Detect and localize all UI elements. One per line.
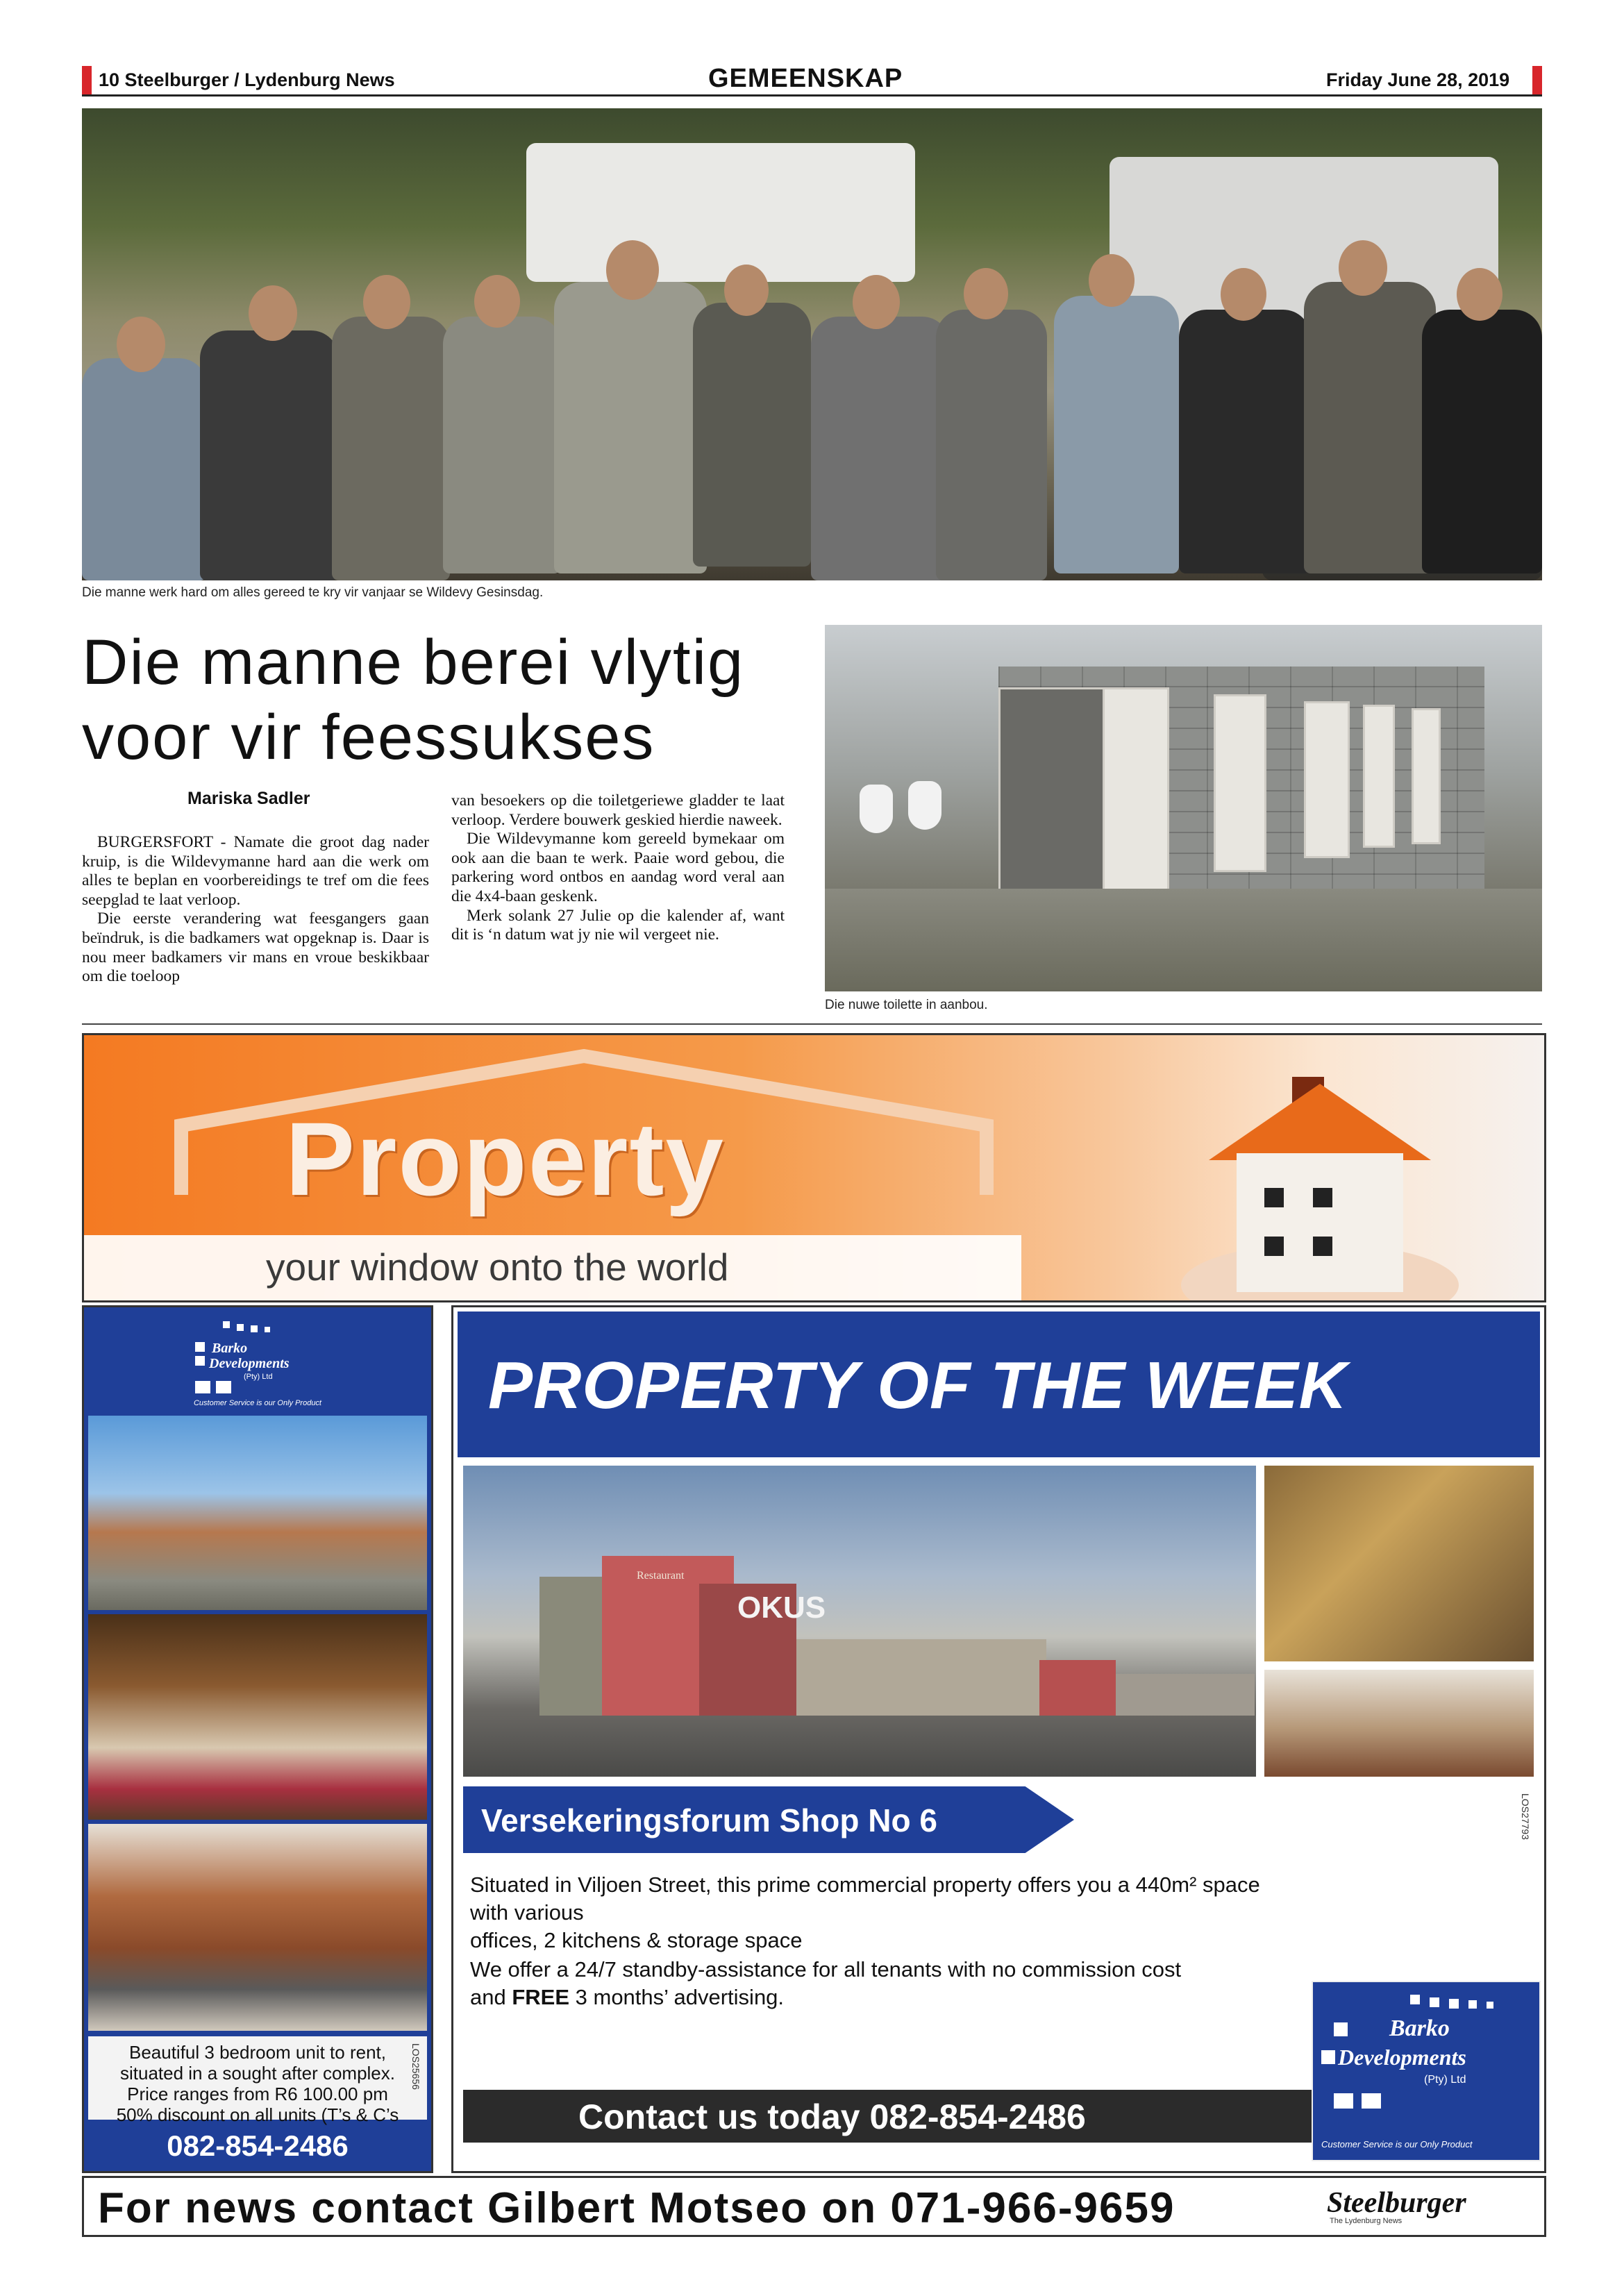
description-line: and FREE 3 months’ advertising. xyxy=(470,1985,785,2009)
contact-text: Contact us today 082-854-2486 xyxy=(578,2097,1086,2136)
header-rule xyxy=(82,94,1542,97)
person-head xyxy=(1339,240,1387,296)
logo-text: (Pty) Ltd xyxy=(1424,2074,1466,2086)
door xyxy=(1103,687,1169,900)
logo-text: Barko xyxy=(212,1341,248,1356)
logo-text: (Pty) Ltd xyxy=(244,1373,273,1381)
bedroom-photo xyxy=(88,1614,427,1820)
banner-title: Property xyxy=(285,1100,725,1217)
door xyxy=(1363,705,1395,848)
barko-logo xyxy=(195,1321,320,1405)
article-byline: Mariska Sadler xyxy=(187,789,310,808)
person xyxy=(1179,310,1311,573)
logo-text: Steelburger xyxy=(1327,2187,1466,2219)
building-photo xyxy=(463,1466,1256,1777)
person xyxy=(200,330,339,580)
property-of-the-week-ad xyxy=(451,1305,1546,2173)
door xyxy=(1214,694,1266,872)
description-line: situated in a sought after complex. xyxy=(119,2063,395,2084)
restaurant-sign: Restaurant xyxy=(637,1570,685,1582)
free-emphasis: FREE xyxy=(512,1985,570,2009)
bakkie-left xyxy=(526,143,915,282)
person-head xyxy=(117,317,165,372)
description-line: Situated in Viljoen Street, this prime commercial property offers you a 440m² space with various xyxy=(470,1872,1260,1925)
paragraph: Merk solank 27 Julie op die kalender af, want dit is ‘n datum wat jy nie wil vergeet nie. xyxy=(451,906,785,944)
person xyxy=(554,282,707,573)
person-head xyxy=(964,268,1008,319)
footer-contact: For news contact Gilbert Motseo on 071-966-9659 xyxy=(98,2184,1175,2232)
person-head xyxy=(606,240,659,300)
okus-sign: OKUS xyxy=(737,1591,826,1625)
group-photo-caption: Die manne werk hard om alles gereed te kry vir vanjaar se Wildevy Gesinsdag. xyxy=(82,585,544,600)
logo-tagline: Customer Service is our Only Product xyxy=(1321,2139,1473,2150)
article-column-2 xyxy=(451,791,785,945)
barko-rental-ad xyxy=(82,1305,433,2173)
paragraph: Die eerste verandering wat feesgangers gaan beïndruk, is die badkamers wat opgeknap is. Daar is nou meer badkamers vir mans en vroue beskikbaar om die toeloop xyxy=(82,910,429,986)
person xyxy=(936,310,1047,580)
description-line: Beautiful 3 bedroom unit to rent, xyxy=(128,2042,386,2063)
header-publication: 10 Steelburger / Lydenburg News xyxy=(99,69,395,90)
potw-title: PROPERTY OF THE WEEK xyxy=(488,1348,1348,1423)
urinal xyxy=(860,785,893,833)
description-line: We offer a 24/7 standby-assistance for all tenants with no commission cost xyxy=(470,1957,1182,1981)
person xyxy=(332,317,450,580)
interior-office-photo xyxy=(1264,1670,1534,1777)
logo-text: Developments xyxy=(209,1356,290,1371)
description-line: 50% discount on all units (T’s & C’s xyxy=(116,2104,399,2125)
header-section: GEMEENSKAP xyxy=(708,64,903,93)
complex-exterior-photo xyxy=(88,1416,427,1610)
paving xyxy=(825,889,1542,991)
door xyxy=(1304,701,1350,858)
headline-line-2: voor vir feessukses xyxy=(82,702,655,773)
description-line: offices, 2 kitchens & storage space xyxy=(470,1928,803,1952)
logo-text: Barko xyxy=(1389,2016,1450,2041)
person xyxy=(693,303,811,567)
door xyxy=(1412,708,1441,844)
barko-logo xyxy=(1312,1981,1541,2161)
property-description xyxy=(470,1871,1303,1954)
person xyxy=(1422,310,1542,573)
ad-code: LOS25656 xyxy=(410,2043,421,2090)
article-headline xyxy=(82,625,818,775)
header-accent-left xyxy=(82,66,92,95)
person xyxy=(811,317,950,580)
footer-bar xyxy=(82,2176,1546,2237)
steelburger-logo xyxy=(1327,2186,1528,2227)
paragraph: van besoekers op die toiletgeriewe gladder te laat verloop. Verdere bouwerk geskied hierdie naweek. xyxy=(451,791,785,829)
paragraph: BURGERSFORT - Namate die groot dag nader kruip, is die Wildevymanne hard aan die werk om alles te beplan en voorbereidings te tref om die fees seepglad te laat verloop. xyxy=(82,833,429,909)
person xyxy=(443,317,561,573)
person-head xyxy=(1089,254,1135,307)
interior-kitchen-photo xyxy=(1264,1466,1534,1661)
toilet-photo xyxy=(825,625,1542,991)
logo-subtext: The Lydenburg News xyxy=(1330,2217,1403,2225)
person-head xyxy=(1221,268,1266,321)
person-head xyxy=(1457,268,1502,321)
ad-code: LOS27793 xyxy=(1520,1793,1531,1840)
person xyxy=(82,358,207,580)
rental-phone: 082-854-2486 xyxy=(167,2129,349,2162)
shop-label: Versekeringsforum Shop No 6 xyxy=(481,1802,937,1838)
person-head xyxy=(724,265,769,316)
person-head xyxy=(363,275,410,329)
header-date: Friday June 28, 2019 xyxy=(1326,69,1510,90)
rental-description xyxy=(88,2036,427,2125)
article-column-1 xyxy=(82,833,429,987)
toy-house-icon xyxy=(1174,1056,1466,1300)
toilet-photo-caption: Die nuwe toilette in aanbou. xyxy=(825,998,988,1012)
paragraph: Die Wildevymanne kom gereeld bymekaar om ook aan die baan te werk. Paaie word gebou, die parkering word ontbos en aandag word veral aan die 4x4-baan geskenk. xyxy=(451,830,785,905)
person-head xyxy=(853,275,900,329)
offer-description xyxy=(470,1956,1289,2011)
group-photo xyxy=(82,108,1542,580)
headline-line-1: Die manne berei vlytig xyxy=(82,627,745,698)
header-accent-right xyxy=(1532,66,1542,95)
logo-tagline: Customer Service is our Only Product xyxy=(193,1399,321,1407)
kitchen-photo xyxy=(88,1824,427,2031)
logo-text: Developments xyxy=(1338,2045,1466,2070)
person-head xyxy=(249,285,297,341)
urinal xyxy=(908,781,941,830)
person xyxy=(1054,296,1179,573)
banner-subtitle: your window onto the world xyxy=(266,1246,729,1289)
person-head xyxy=(474,275,520,328)
description-line: Price ranges from R6 100.00 pm xyxy=(127,2084,388,2104)
doorway xyxy=(998,687,1107,900)
section-rule xyxy=(82,1023,1542,1025)
person xyxy=(1304,282,1436,573)
property-banner xyxy=(82,1033,1546,1302)
